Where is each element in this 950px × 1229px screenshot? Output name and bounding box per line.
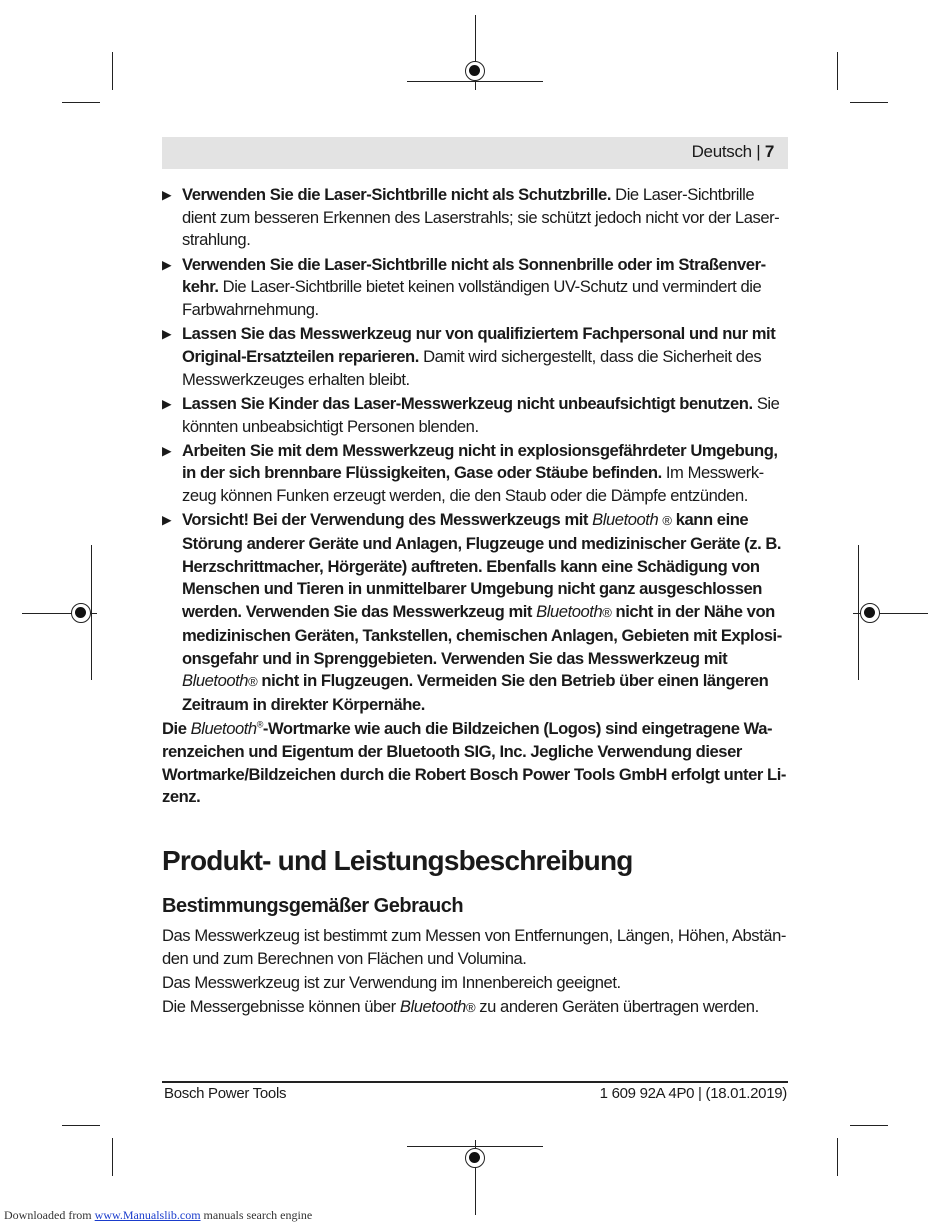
crop-mark — [407, 1146, 543, 1147]
bullet-text: Damit wird sichergestellt, dass die Sicherheit des Messwerkzeuges erhalten bleibt. — [182, 346, 762, 389]
crop-mark — [112, 1138, 113, 1176]
warning-part: nicht in Flugzeugen. Vermeiden Sie den Betrieb über einen längeren Zeitraum in direkter Körpernähe. — [182, 671, 769, 714]
crop-mark — [850, 1125, 888, 1126]
bluetooth-term: Bluetooth — [182, 671, 249, 691]
safety-bullet — [162, 254, 788, 322]
crop-mark — [407, 81, 543, 82]
page-header — [162, 137, 788, 169]
crop-mark — [62, 102, 100, 103]
registered-mark: ® — [256, 719, 263, 730]
manualslib-link[interactable]: www.Manualslib.com — [94, 1208, 201, 1222]
bullet-bold-text: Arbeiten Sie mit dem Messwerkzeug nicht in explosionsgefährdeter Umgebung, in der sich brennbare Flüssigkeiten, Gase oder Stäube befinden. — [182, 440, 778, 483]
header-separator: | — [756, 142, 761, 161]
download-notice — [4, 1208, 312, 1223]
registration-mark-icon — [465, 61, 485, 81]
registered-mark: ® — [465, 1000, 476, 1016]
download-suffix: manuals search engine — [200, 1208, 313, 1222]
bluetooth-term: Bluetooth — [592, 510, 659, 530]
bullet-text: Sie könnten unbeabsichtigt Personen blenden. — [182, 393, 780, 436]
header-label — [692, 142, 774, 162]
bluetooth-term: Bluetooth — [536, 602, 603, 622]
trademark-notice — [162, 718, 788, 809]
footer-divider — [162, 1081, 788, 1083]
warning-part: kann eine Störung anderer Geräte und Anlagen, Flugzeuge und medizinischer Geräte (z. B. Herzschrittmacher, Hörgeräte) auftreten. Ebenfalls kann eine Schädigung von Menschen und Tieren in unmittelbarer Umgebung nicht ganz ausgeschlossen werden. Verwenden Sie das Messwerkzeug mit — [182, 510, 782, 622]
header-language: Deutsch — [691, 142, 752, 161]
crop-mark — [837, 52, 838, 90]
warning-part: Vorsicht! Bei der Verwendung des Messwerkzeugs mit — [182, 510, 593, 530]
bullet-text: Im Messwerkzeug können Funken erzeugt werden, die den Staub oder die Dämpfe entzünden. — [182, 463, 765, 506]
body-part: zu anderen Geräten übertragen werden. — [475, 997, 759, 1017]
trademark-part: Die — [162, 719, 191, 739]
crop-mark — [62, 1125, 100, 1126]
bluetooth-warning-bullet — [162, 509, 788, 716]
bullet-text: Die Laser-Sichtbrille dient zum besseren Erkennen des Laserstrahls; sie schützt jedoch nicht vor der Laserstrahlung. — [182, 185, 780, 250]
bullet-bold-text: Verwenden Sie die Laser-Sichtbrille nicht als Schutzbrille. — [182, 185, 611, 204]
bullet-bold-text: Lassen Sie Kinder das Laser-Messwerkzeug nicht unbeaufsichtigt benutzen. — [182, 393, 753, 413]
safety-bullet — [162, 440, 788, 508]
section-title: Produkt- und Leistungsbeschreibung — [162, 844, 633, 876]
bluetooth-warning-text — [182, 510, 782, 714]
download-prefix: Downloaded from — [4, 1208, 95, 1222]
warning-part: nicht in der Nähe von medizinischen Geräten, Tankstellen, chemischen Anlagen, Gebieten mit Explosionsgefahr und in Sprenggebieten. Verwenden Sie das Messwerkzeug mit — [182, 602, 783, 668]
registration-mark-icon — [860, 603, 880, 623]
bullet-text: Die Laser-Sichtbrille bietet keinen vollständigen UV-Schutz und vermindert die Farbwahrnehmung. — [182, 277, 762, 320]
safety-bullet — [162, 184, 788, 252]
body-paragraph: Das Messwerkzeug ist bestimmt zum Messen von Entfernungen, Längen, Höhen, Abständen und zum Berechnen von Flächen und Volumina. — [162, 925, 787, 968]
trademark-part: -Wortmarke wie auch die Bildzeichen (Logos) sind eingetragene Warenzeichen und Eigentum der Bluetooth SIG, Inc. Jegliche Verwendung dieser Wortmarke/Bildzeichen durch die Robert Bosch Power Tools GmbH erfolgt unter Lizenz. — [162, 719, 787, 807]
bullet-bold-text: Verwenden Sie die Laser-Sichtbrille nicht als Sonnenbrille oder im Straßenverkehr. — [182, 254, 767, 297]
bluetooth-term: Bluetooth — [190, 719, 257, 739]
safety-bullet — [162, 323, 788, 391]
safety-bullet — [162, 393, 788, 438]
registration-mark-icon — [71, 603, 91, 623]
registered-mark: ® — [248, 674, 258, 690]
crop-mark — [850, 102, 888, 103]
body-paragraph: Das Messwerkzeug ist zur Verwendung im Innenbereich geeignet. — [162, 972, 621, 992]
footer-doc-number: 1 609 92A 4P0 | (18.01.2019) — [599, 1085, 787, 1102]
page-number: 7 — [764, 142, 774, 161]
footer-brand: Bosch Power Tools — [164, 1085, 287, 1102]
body-part: Die Messergebnisse können über — [162, 997, 400, 1017]
registered-mark: ® — [662, 513, 672, 529]
registered-mark: ® — [602, 605, 612, 621]
bullet-bold-text: Lassen Sie das Messwerkzeug nur von qualifiziertem Fachpersonal und nur mit Original-Ersatzteilen reparieren. — [182, 324, 776, 366]
body-paragraph — [162, 996, 788, 1020]
subsection-title: Bestimmungsgemäßer Gebrauch — [162, 894, 464, 917]
crop-mark — [112, 52, 113, 90]
page-content — [162, 184, 788, 1021]
bluetooth-term: Bluetooth — [399, 997, 466, 1017]
crop-mark — [837, 1138, 838, 1176]
registration-mark-icon — [465, 1148, 485, 1168]
